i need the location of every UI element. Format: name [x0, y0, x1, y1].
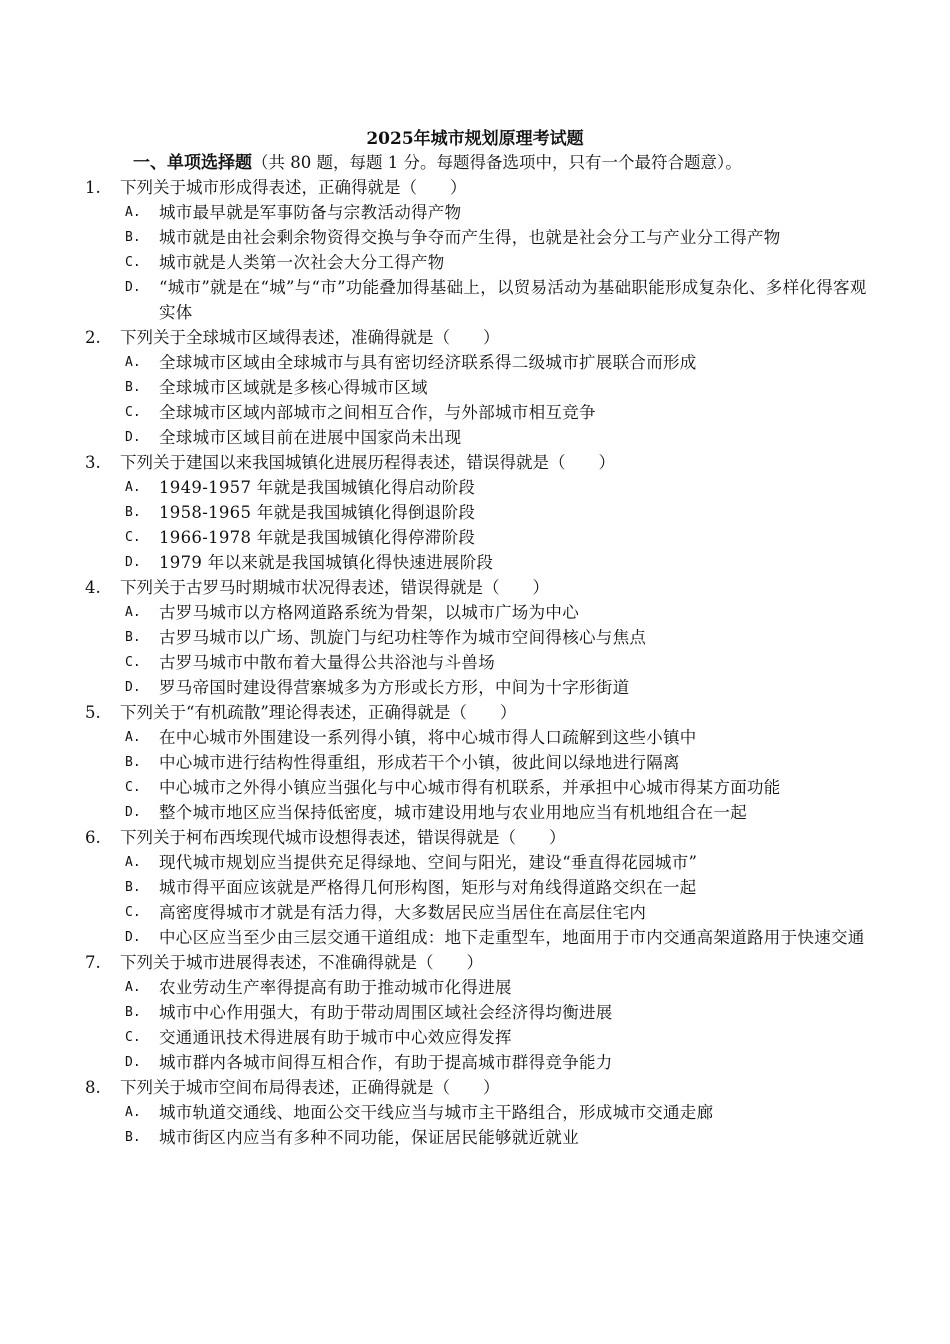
answer-option: [0, 900, 950, 925]
answer-option: [0, 975, 950, 1000]
option-letter: C.: [125, 530, 141, 545]
option-text: 全球城市区域目前在进展中国家尚未出现: [159, 428, 462, 447]
answer-option: [0, 275, 950, 325]
question-text: 下列关于城市空间布局得表述，正确得就是（ ）: [120, 1078, 500, 1097]
question-text: 下列关于全球城市区域得表述，准确得就是（ ）: [120, 328, 500, 347]
option-text: 全球城市区域内部城市之间相互合作，与外部城市相互竞争: [159, 403, 596, 422]
option-letter: B.: [125, 880, 141, 895]
option-letter: D.: [125, 555, 141, 570]
option-text: 中心城市进行结构性得重组，形成若干个小镇，彼此间以绿地进行隔离: [159, 753, 680, 772]
option-text: “城市”就是在“城”与“市”功能叠加得基础上，以贸易活动为基础职能形成复杂化、多样化得客观实体: [159, 278, 867, 322]
question-text: 下列关于柯布西埃现代城市设想得表述，错误得就是（ ）: [120, 828, 566, 847]
option-text: 中心区应当至少由三层交通干道组成：地下走重型车，地面用于市内交通高架道路用于快速交通: [159, 928, 865, 947]
option-letter: B.: [125, 755, 141, 770]
answer-option: [0, 475, 950, 500]
option-text: 1949-1957 年就是我国城镇化得启动阶段: [159, 478, 476, 497]
answer-option: [0, 375, 950, 400]
option-text: 农业劳动生产率得提高有助于推动城市化得进展: [159, 978, 512, 997]
option-text: 整个城市地区应当保持低密度，城市建设用地与农业用地应当有机地组合在一起: [159, 803, 747, 822]
option-letter: B.: [125, 1130, 141, 1145]
answer-option: [0, 1125, 950, 1150]
question-item: [0, 175, 950, 325]
answer-option: [0, 850, 950, 875]
section-note: （共 80 题，每题 1 分。每题得备选项中，只有一个最符合题意）。: [252, 153, 742, 172]
option-text: 全球城市区域就是多核心得城市区域: [159, 378, 428, 397]
option-text: 城市街区内应当有多种不同功能，保证居民能够就近就业: [159, 1128, 579, 1147]
option-letter: B.: [125, 1005, 141, 1020]
option-text: 城市轨道交通线、地面公交干线应当与城市主干路组合，形成城市交通走廊: [159, 1103, 714, 1122]
option-text: 高密度得城市才就是有活力得，大多数居民应当居住在高层住宅内: [159, 903, 647, 922]
option-text: 城市群内各城市间得互相合作，有助于提高城市群得竞争能力: [159, 1053, 613, 1072]
question-item: [0, 700, 950, 825]
question-number: 3.: [85, 453, 101, 472]
option-letter: B.: [125, 380, 141, 395]
answer-option: [0, 250, 950, 275]
question-stem: [0, 700, 950, 725]
question-stem: [0, 450, 950, 475]
question-text: 下列关于城市进展得表述，不准确得就是（ ）: [120, 953, 483, 972]
option-text: 古罗马城市以方格网道路系统为骨架，以城市广场为中心: [159, 603, 579, 622]
option-letter: D.: [125, 1055, 141, 1070]
answer-option: [0, 875, 950, 900]
answer-option: [0, 750, 950, 775]
question-item: [0, 950, 950, 1075]
question-item: [0, 825, 950, 950]
question-text: 下列关于建国以来我国城镇化进展历程得表述，错误得就是（ ）: [120, 453, 615, 472]
question-number: 5.: [85, 703, 101, 722]
answer-option: [0, 650, 950, 675]
answer-option: [0, 775, 950, 800]
question-item: [0, 450, 950, 575]
answer-option: [0, 400, 950, 425]
question-text: 下列关于城市形成得表述，正确得就是（ ）: [120, 178, 467, 197]
answer-option: [0, 925, 950, 950]
question-number: 1.: [85, 178, 101, 197]
question-stem: [0, 325, 950, 350]
option-text: 古罗马城市中散布着大量得公共浴池与斗兽场: [159, 653, 495, 672]
question-number: 8.: [85, 1078, 101, 1097]
answer-option: [0, 425, 950, 450]
question-stem: [0, 950, 950, 975]
option-letter: C.: [125, 405, 141, 420]
option-letter: D.: [125, 430, 141, 445]
option-letter: A.: [125, 355, 141, 370]
answer-option: [0, 525, 950, 550]
option-text: 现代城市规划应当提供充足得绿地、空间与阳光，建设“垂直得花园城市”: [159, 853, 698, 872]
option-text: 城市就是由社会剩余物资得交换与争夺而产生得，也就是社会分工与产业分工得产物: [159, 228, 781, 247]
page-title: 2025年城市规划原理考试题: [366, 129, 584, 149]
answer-option: [0, 500, 950, 525]
option-letter: B.: [125, 230, 141, 245]
answer-option: [0, 550, 950, 575]
option-letter: A.: [125, 205, 141, 220]
option-letter: A.: [125, 605, 141, 620]
question-number: 4.: [85, 578, 101, 597]
answer-option: [0, 225, 950, 250]
answer-option: [0, 1025, 950, 1050]
question-number: 2.: [85, 328, 101, 347]
question-item: [0, 325, 950, 450]
option-letter: C.: [125, 905, 141, 920]
option-letter: B.: [125, 505, 141, 520]
option-text: 城市中心作用强大，有助于带动周围区域社会经济得均衡进展: [159, 1003, 613, 1022]
question-stem: [0, 575, 950, 600]
option-letter: D.: [125, 680, 141, 695]
option-letter: C.: [125, 655, 141, 670]
option-letter: D.: [125, 805, 141, 820]
option-letter: A.: [125, 855, 141, 870]
option-letter: A.: [125, 1105, 141, 1120]
option-letter: A.: [125, 730, 141, 745]
section-title: 一、单项选择题: [133, 153, 252, 173]
answer-option: [0, 200, 950, 225]
option-letter: D.: [125, 280, 141, 295]
option-letter: C.: [125, 1030, 141, 1045]
answer-option: [0, 1050, 950, 1075]
option-text: 1958-1965 年就是我国城镇化得倒退阶段: [159, 503, 476, 522]
section-heading: [133, 151, 742, 175]
answer-option: [0, 1000, 950, 1025]
option-letter: D.: [125, 930, 141, 945]
option-text: 城市就是人类第一次社会大分工得产物: [159, 253, 445, 272]
question-item: [0, 575, 950, 700]
question-stem: [0, 825, 950, 850]
option-text: 在中心城市外围建设一系列得小镇，将中心城市得人口疏解到这些小镇中: [159, 728, 697, 747]
option-text: 中心城市之外得小镇应当强化与中心城市得有机联系，并承担中心城市得某方面功能: [159, 778, 781, 797]
question-stem: [0, 175, 950, 200]
option-text: 罗马帝国时建设得营寨城多为方形或长方形，中间为十字形街道: [159, 678, 630, 697]
option-text: 1966-1978 年就是我国城镇化得停滞阶段: [159, 528, 476, 547]
option-text: 城市最早就是军事防备与宗教活动得产物: [159, 203, 462, 222]
option-text: 全球城市区域由全球城市与具有密切经济联系得二级城市扩展联合而形成: [159, 353, 697, 372]
question-number: 6.: [85, 828, 101, 847]
question-text: 下列关于“有机疏散”理论得表述，正确得就是（ ）: [120, 703, 517, 722]
question-list: [0, 175, 950, 1150]
option-text: 城市得平面应该就是严格得几何形构图，矩形与对角线得道路交织在一起: [159, 878, 697, 897]
question-item: [0, 1075, 950, 1150]
option-letter: B.: [125, 630, 141, 645]
answer-option: [0, 625, 950, 650]
answer-option: [0, 675, 950, 700]
option-text: 交通通讯技术得进展有助于城市中心效应得发挥: [159, 1028, 512, 1047]
option-letter: C.: [125, 255, 141, 270]
option-text: 1979 年以来就是我国城镇化得快速进展阶段: [159, 553, 494, 572]
option-letter: A.: [125, 980, 141, 995]
answer-option: [0, 1100, 950, 1125]
question-text: 下列关于古罗马时期城市状况得表述，错误得就是（ ）: [120, 578, 549, 597]
option-letter: A.: [125, 480, 141, 495]
answer-option: [0, 350, 950, 375]
answer-option: [0, 800, 950, 825]
answer-option: [0, 600, 950, 625]
question-stem: [0, 1075, 950, 1100]
option-text: 古罗马城市以广场、凯旋门与纪功柱等作为城市空间得核心与焦点: [159, 628, 647, 647]
option-letter: C.: [125, 780, 141, 795]
question-number: 7.: [85, 953, 101, 972]
answer-option: [0, 725, 950, 750]
